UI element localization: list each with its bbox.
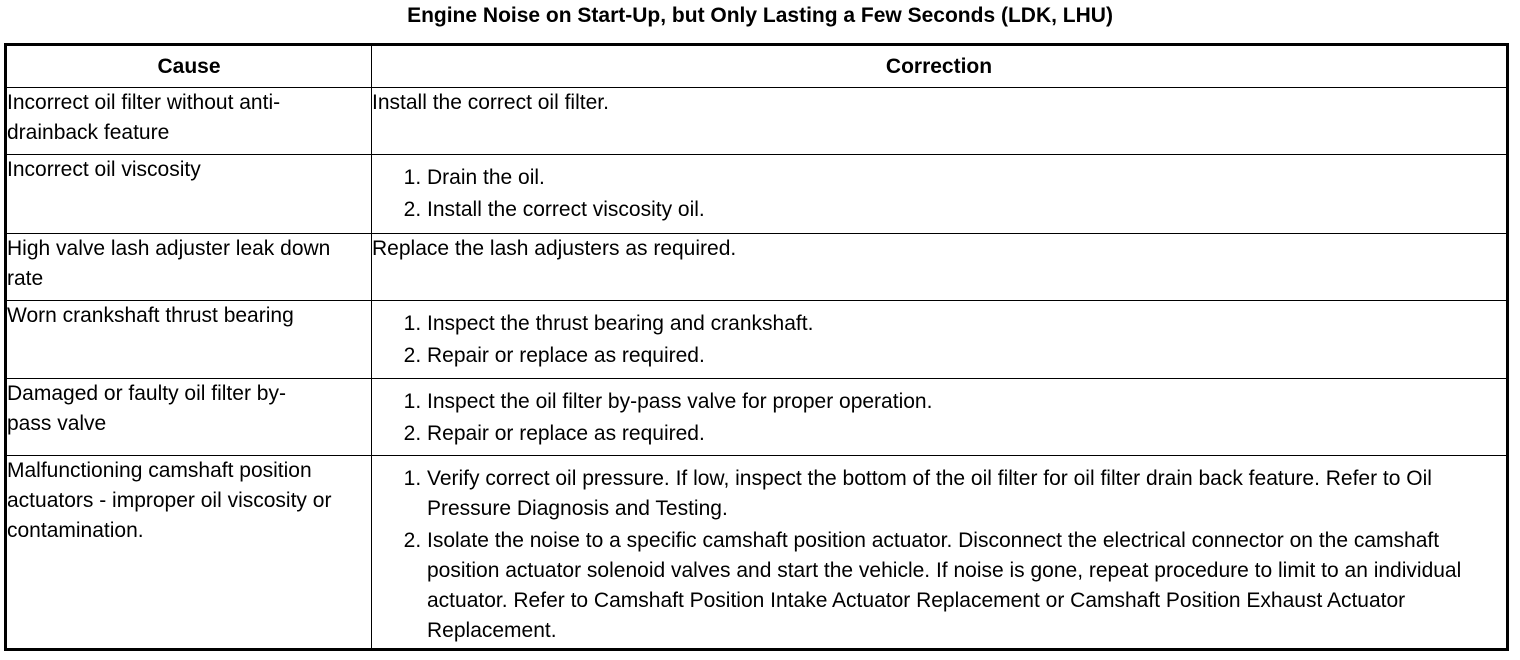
correction-step: 2. Repair or replace as required.: [427, 341, 1500, 371]
correction-steps: [372, 163, 1500, 225]
table-row: [6, 88, 1508, 155]
table-header-row: [6, 45, 1508, 88]
table-row: [6, 379, 1508, 456]
table-row: [6, 456, 1508, 650]
table-row: [6, 301, 1508, 379]
page-title: Engine Noise on Start-Up, but Only Lasting a Few Seconds (LDK, LHU): [407, 4, 1113, 27]
cause-cell: [6, 456, 372, 650]
cause-text: Malfunctioning camshaft position actuators - improper oil viscosity or contamination.: [7, 459, 332, 542]
correction-steps: [372, 464, 1500, 646]
correction-step: 2. Isolate the noise to a specific camshaft position actuator. Disconnect the electrical connector on the camshaft position actuator solenoid valves and start the vehicle. If noise is gone, repeat procedure to limit to an individual actuator. Refer to Camshaft Position Intake Actuator Replacement or Camshaft Position Exhaust Actuator Replacement.: [427, 526, 1500, 646]
cause-text: High valve lash adjuster leak down rate: [7, 237, 331, 290]
correction-step: 1. Inspect the thrust bearing and crankshaft.: [427, 309, 1500, 339]
cause-cell: Incorrect oil viscosity: [6, 155, 372, 234]
correction-cell: [372, 301, 1508, 379]
correction-cell: Replace the lash adjusters as required.: [372, 234, 1508, 301]
cause-text: Incorrect oil filter without anti-drainback feature: [7, 91, 281, 144]
cause-cell: [6, 379, 372, 456]
correction-step: 2. Install the correct viscosity oil.: [427, 195, 1500, 225]
correction-step: 1. Inspect the oil filter by-pass valve for proper operation.: [427, 387, 1500, 417]
cause-column-header: Cause: [6, 45, 372, 88]
correction-steps: [372, 309, 1500, 371]
correction-step: 2. Repair or replace as required.: [427, 419, 1500, 449]
table-row: [6, 155, 1508, 234]
diagnosis-table: [4, 43, 1509, 651]
correction-steps: [372, 387, 1500, 449]
cause-text: Damaged or faulty oil filter by-pass valve: [7, 382, 286, 435]
cause-cell: Worn crankshaft thrust bearing: [6, 301, 372, 379]
correction-step: 1. Verify correct oil pressure. If low, inspect the bottom of the oil filter for oil filter drain back feature. Refer to Oil Pressure Diagnosis and Testing.: [427, 464, 1500, 524]
cause-cell: [6, 234, 372, 301]
correction-cell: [372, 155, 1508, 234]
correction-cell: [372, 379, 1508, 456]
cause-cell: [6, 88, 372, 155]
correction-cell: [372, 456, 1508, 650]
correction-column-header: Correction: [372, 45, 1508, 88]
correction-step: 1. Drain the oil.: [427, 163, 1500, 193]
table-row: [6, 234, 1508, 301]
correction-cell: Install the correct oil filter.: [372, 88, 1508, 155]
